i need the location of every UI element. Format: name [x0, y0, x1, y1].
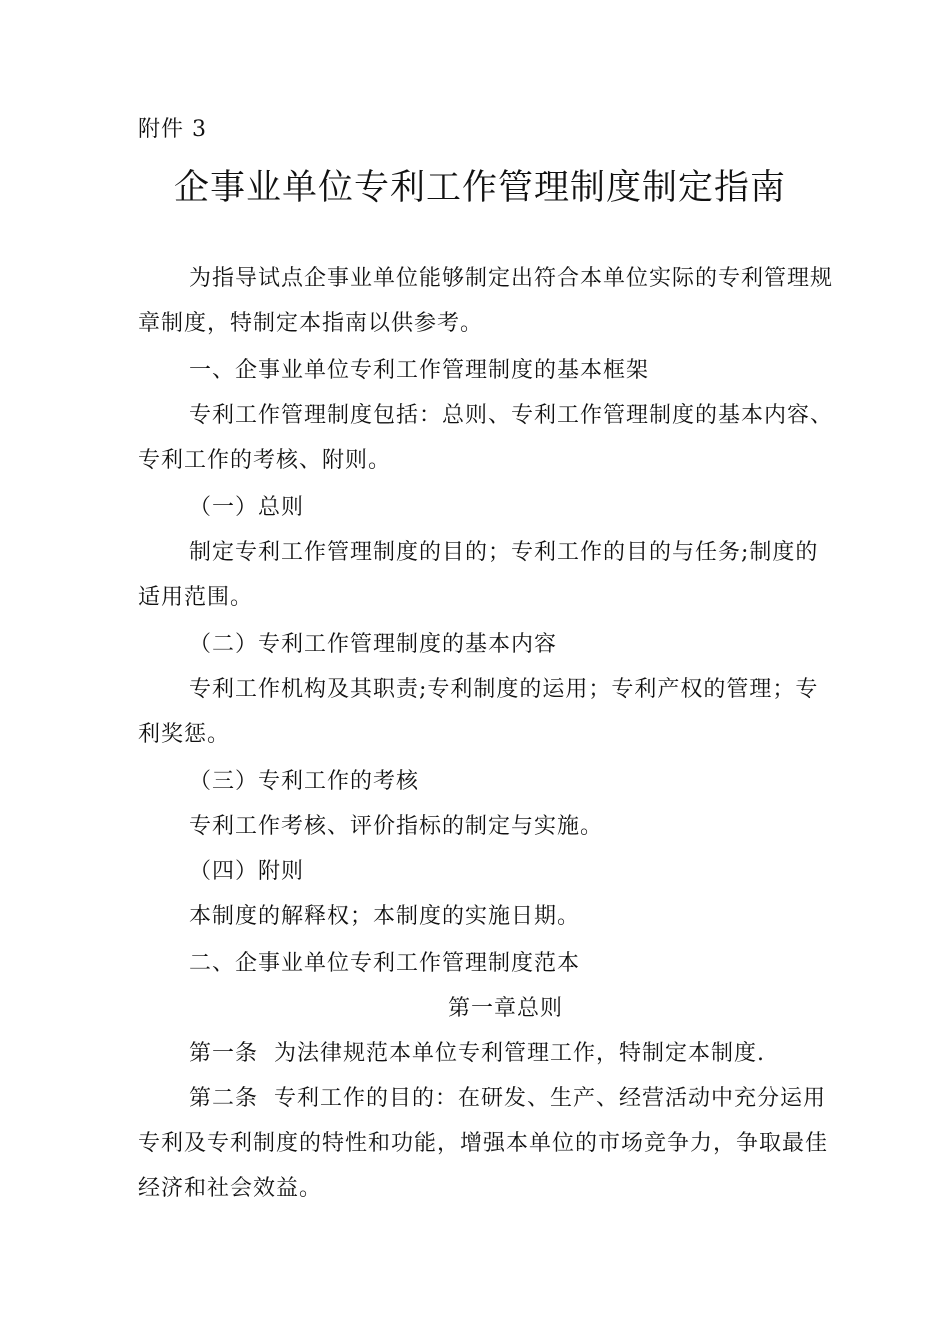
article-one: 第一条 为法律规范本单位专利管理工作，特制定本制度. — [189, 1041, 765, 1066]
subheading-basic-content: （二）专利工作管理制度的基本内容 — [189, 632, 558, 657]
framework-paragraph: 专利工作管理制度包括：总则、专利工作管理制度的基本内容、专利工作的考核、附则。 — [138, 403, 834, 473]
subheading-assessment: （三）专利工作的考核 — [189, 769, 420, 794]
general-paragraph: 制定专利工作管理制度的目的；专利工作的目的与任务;制度的适用范围。 — [138, 540, 819, 610]
subheading-supplementary: （四）附则 — [189, 859, 305, 884]
article-two: 第二条 专利工作的目的：在研发、生产、经营活动中充分运用专利及专利制度的特性和功能，增强本单位的市场竞争力，争取最佳经济和社会效益。 — [138, 1086, 829, 1201]
chapter-heading: 第一章总则 — [447, 996, 563, 1021]
basic-content-paragraph: 专利工作机构及其职责;专利制度的运用；专利产权的管理；专利奖惩。 — [138, 677, 819, 747]
assessment-paragraph: 专利工作考核、评价指标的制定与实施。 — [189, 814, 604, 839]
document-body — [138, 256, 833, 1211]
intro-paragraph: 为指导试点企事业单位能够制定出符合本单位实际的专利管理规章制度，特制定本指南以供参考。 — [138, 266, 834, 336]
section-heading-framework: 一、企事业单位专利工作管理制度的基本框架 — [189, 358, 650, 383]
subheading-general: （一）总则 — [189, 495, 305, 520]
attachment-label: 附件 3 — [138, 117, 207, 142]
supplementary-paragraph: 本制度的解释权；本制度的实施日期。 — [189, 904, 581, 929]
document-title: 企事业单位专利工作管理制度制定指南 — [173, 168, 786, 208]
section-heading-template: 二、企事业单位专利工作管理制度范本 — [189, 951, 581, 976]
